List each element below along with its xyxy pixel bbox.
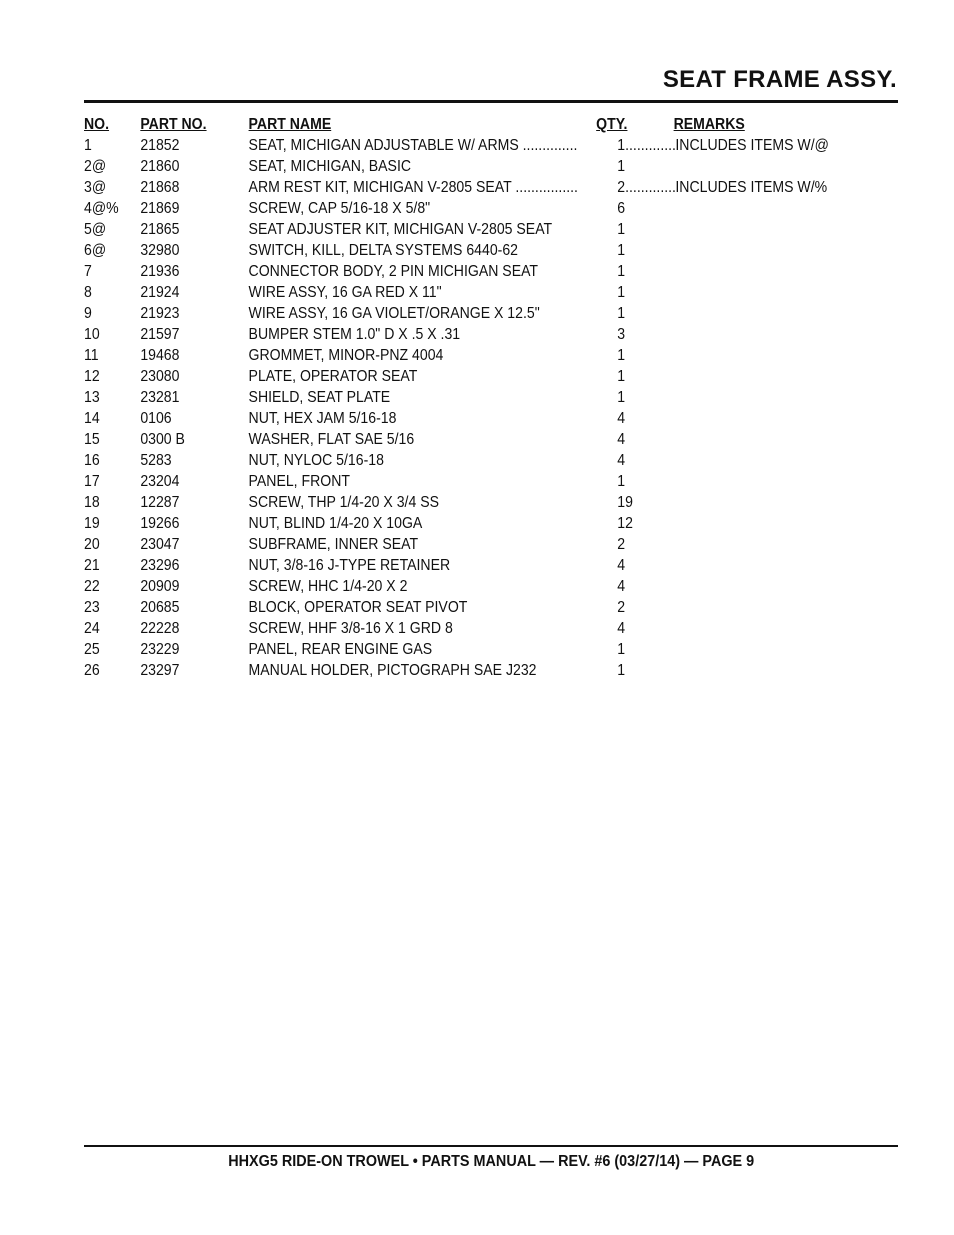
quantity: 1 [617,347,626,364]
item-number: 9 [84,305,92,322]
part-name: SEAT ADJUSTER KIT, MICHIGAN V-2805 SEAT [248,221,553,238]
table-row [84,303,873,324]
part-name: PLATE, OPERATOR SEAT [248,368,418,385]
part-number: 20909 [140,578,180,595]
header-part-no: PART NO. [140,116,207,133]
item-number: 11 [84,347,99,364]
parts-table [84,114,874,681]
item-number: 15 [84,431,100,448]
quantity: 1 [617,473,626,490]
part-name: CONNECTOR BODY, 2 PIN MICHIGAN SEAT [248,263,539,280]
part-name: WIRE ASSY, 16 GA RED X 11" [248,284,442,301]
table-row [84,240,873,261]
part-name: NUT, BLIND 1/4-20 X 10GA [248,515,423,532]
part-number: 23229 [140,641,180,658]
part-name: NUT, HEX JAM 5/16-18 [248,410,397,427]
quantity: 2 [617,536,626,553]
footer-label: HHXG5 RIDE-ON TROWEL • PARTS MANUAL — REV. #6 (03/27/14) — PAGE 9 [228,1153,754,1170]
table-row [84,282,873,303]
item-number: 1 [84,137,92,154]
quantity: 2............. [617,179,676,196]
table-row [84,597,873,618]
item-number: 12 [84,368,100,385]
part-name: BLOCK, OPERATOR SEAT PIVOT [248,599,468,616]
quantity: 3 [617,326,626,343]
item-number: 3@ [84,179,107,196]
quantity: 1 [617,221,626,238]
part-name: ARM REST KIT, MICHIGAN V-2805 SEAT ................ [248,179,578,196]
quantity: 1 [617,284,626,301]
part-name: SUBFRAME, INNER SEAT [248,536,419,553]
part-name: BUMPER STEM 1.0" D X .5 X .31 [248,326,461,343]
item-number: 21 [84,557,100,574]
item-number: 20 [84,536,100,553]
table-row [84,618,873,639]
item-number: 13 [84,389,100,406]
part-number: 21865 [140,221,180,238]
part-number: 19266 [140,515,180,532]
part-number: 22228 [140,620,180,637]
part-number: 21860 [140,158,180,175]
part-number: 21868 [140,179,180,196]
table-row [84,156,873,177]
part-number: 0300 B [140,431,185,448]
part-number: 21923 [140,305,180,322]
quantity: 1 [617,389,626,406]
quantity: 19 [617,494,633,511]
remarks: INCLUDES ITEMS W/% [675,179,828,196]
header-remarks: REMARKS [673,116,745,133]
item-number: 6@ [84,242,107,259]
table-row [84,345,873,366]
item-number: 18 [84,494,100,511]
quantity: 4 [617,452,626,469]
item-number: 17 [84,473,100,490]
part-name: SCREW, CAP 5/16-18 X 5/8" [248,200,431,217]
quantity: 1 [617,662,626,679]
part-number: 23297 [140,662,180,679]
item-number: 2@ [84,158,107,175]
part-number: 12287 [140,494,180,511]
quantity: 1 [617,263,626,280]
quantity: 1 [617,305,626,322]
header-part-name: PART NAME [248,116,332,133]
footer-divider [84,1145,898,1147]
table-header-row [84,114,873,135]
part-number: 20685 [140,599,180,616]
part-name: SCREW, HHC 1/4-20 X 2 [248,578,408,595]
item-number: 16 [84,452,100,469]
part-name: SWITCH, KILL, DELTA SYSTEMS 6440-62 [248,242,519,259]
table-row [84,555,873,576]
quantity: 1 [617,368,626,385]
quantity: 4 [617,410,626,427]
part-name: WASHER, FLAT SAE 5/16 [248,431,415,448]
part-number: 23080 [140,368,180,385]
item-number: 7 [84,263,92,280]
part-number: 23296 [140,557,180,574]
part-number: 23281 [140,389,180,406]
table-row [84,408,873,429]
quantity: 1............. [617,137,676,154]
part-number: 5283 [140,452,172,469]
part-number: 23204 [140,473,180,490]
page-footer [84,1153,898,1171]
table-row [84,471,873,492]
table-row [84,492,873,513]
table-row [84,660,873,681]
part-name: GROMMET, MINOR-PNZ 4004 [248,347,444,364]
table-row [84,534,873,555]
table-row [84,513,873,534]
item-number: 5@ [84,221,107,238]
table-row [84,366,873,387]
header-qty: QTY. [596,116,628,133]
quantity: 4 [617,578,626,595]
part-name: MANUAL HOLDER, PICTOGRAPH SAE J232 [248,662,537,679]
table-row [84,429,873,450]
item-number: 24 [84,620,100,637]
part-number: 21936 [140,263,180,280]
part-number: 0106 [140,410,172,427]
quantity: 2 [617,599,626,616]
table-row [84,219,873,240]
item-number: 19 [84,515,100,532]
item-number: 14 [84,410,100,427]
quantity: 4 [617,620,626,637]
remarks: INCLUDES ITEMS W/@ [675,137,829,154]
part-number: 21924 [140,284,180,301]
part-number: 19468 [140,347,180,364]
quantity: 1 [617,641,626,658]
table-row [84,450,873,471]
table-row [84,177,873,198]
quantity: 4 [617,557,626,574]
part-name: WIRE ASSY, 16 GA VIOLET/ORANGE X 12.5" [248,305,540,322]
part-name: SEAT, MICHIGAN ADJUSTABLE W/ ARMS .............. [248,137,578,154]
part-name: PANEL, REAR ENGINE GAS [248,641,433,658]
part-name: SCREW, THP 1/4-20 X 3/4 SS [248,494,439,511]
quantity: 6 [617,200,626,217]
item-number: 4@% [84,200,119,217]
part-name: PANEL, FRONT [248,473,351,490]
part-number: 21852 [140,137,180,154]
part-name: NUT, NYLOC 5/16-18 [248,452,384,469]
quantity: 4 [617,431,626,448]
table-row [84,576,873,597]
quantity: 1 [617,158,626,175]
part-name: SHIELD, SEAT PLATE [248,389,391,406]
quantity: 12 [617,515,633,532]
table-body [84,135,874,681]
table-row [84,387,873,408]
item-number: 8 [84,284,92,301]
part-name: SCREW, HHF 3/8-16 X 1 GRD 8 [248,620,453,637]
item-number: 26 [84,662,100,679]
item-number: 25 [84,641,100,658]
part-name: NUT, 3/8-16 J-TYPE RETAINER [248,557,451,574]
quantity: 1 [617,242,626,259]
table-row [84,135,873,156]
item-number: 23 [84,599,100,616]
title-divider [84,100,898,103]
item-number: 22 [84,578,100,595]
part-number: 21869 [140,200,180,217]
item-number: 10 [84,326,100,343]
header-no: NO. [84,116,110,133]
part-number: 32980 [140,242,180,259]
part-name: SEAT, MICHIGAN, BASIC [248,158,412,175]
part-number: 21597 [140,326,180,343]
table-row [84,324,873,345]
table-row [84,261,873,282]
table-row [84,639,873,660]
page-title: SEAT FRAME ASSY. [662,66,897,93]
part-number: 23047 [140,536,180,553]
table-row [84,198,873,219]
